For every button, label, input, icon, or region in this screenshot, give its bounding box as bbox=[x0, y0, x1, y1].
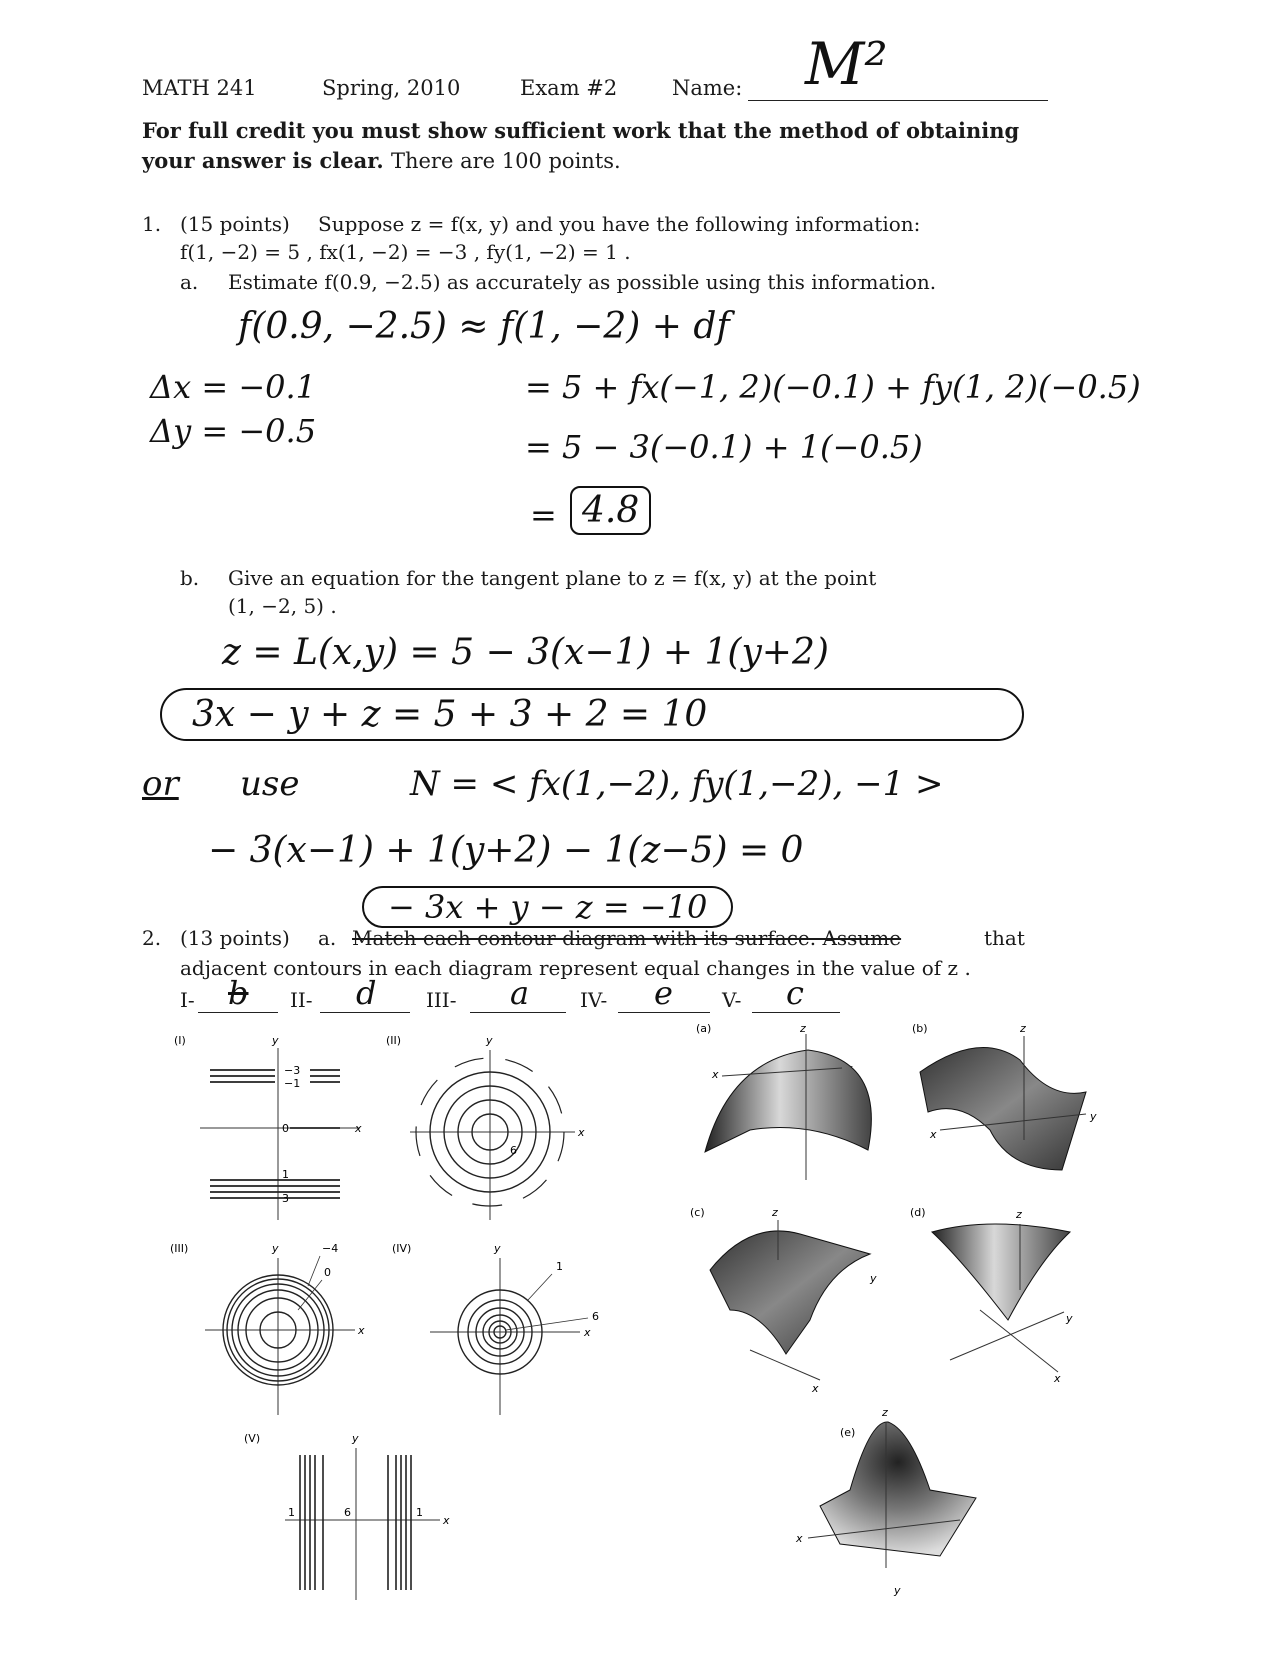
q1a-answer-box: 4.8 bbox=[570, 486, 651, 535]
instructions-bold: For full credit you must show sufficient work that the method of obtaining your answer is clear. There are 100 points. bbox=[142, 118, 1020, 173]
contour-I-value: 0 bbox=[282, 1122, 289, 1135]
surface-d-axis-z: z bbox=[1016, 1208, 1022, 1221]
surface-c bbox=[690, 1206, 877, 1395]
answer-V-value: c bbox=[786, 974, 804, 1012]
surface-d-axis-y: y bbox=[1066, 1312, 1073, 1325]
contour-label-V: (V) bbox=[244, 1432, 261, 1445]
contour-I-axis-x: x bbox=[355, 1122, 362, 1135]
contour-label-I: (I) bbox=[174, 1034, 186, 1047]
surface-e bbox=[795, 1406, 976, 1597]
exam-number: Exam #2 bbox=[520, 76, 618, 100]
contour-diagram-II bbox=[386, 1034, 585, 1220]
surface-label-a: (a) bbox=[696, 1022, 712, 1035]
contour-I-value: 1 bbox=[282, 1168, 289, 1181]
surface-a bbox=[696, 1022, 871, 1180]
contour-IV-axis-y: y bbox=[494, 1242, 501, 1255]
name-handwritten: M² bbox=[805, 30, 888, 98]
q2-text1-end: that bbox=[984, 926, 1025, 950]
contour-label-II: (II) bbox=[386, 1034, 402, 1047]
surface-d-axis-x: x bbox=[1054, 1372, 1061, 1385]
q2-text2: adjacent contours in each diagram represent equal changes in the value of z . bbox=[180, 956, 971, 980]
q1b-label: b. bbox=[180, 566, 200, 590]
contour-V-value: 1 bbox=[416, 1506, 423, 1519]
surface-e-axis-x: x bbox=[796, 1532, 803, 1545]
surface-a-axis-x: x bbox=[712, 1068, 719, 1081]
contour-I-value: 3 bbox=[282, 1192, 289, 1205]
name-underline bbox=[748, 100, 1048, 101]
course-title: MATH 241 bbox=[142, 76, 257, 100]
answer-IV-underline bbox=[618, 1012, 710, 1013]
term: Spring, 2010 bbox=[322, 76, 461, 100]
contour-I-value: −3 bbox=[284, 1064, 301, 1077]
contour-I-value: −1 bbox=[284, 1077, 301, 1090]
q1-number: 1. bbox=[142, 212, 162, 236]
q1b-work-normal: N = < fx(1,−2), fy(1,−2), −1 > bbox=[410, 764, 944, 804]
name-label: Name: bbox=[672, 76, 743, 100]
contour-diagram-IV bbox=[392, 1242, 599, 1415]
surface-label-e: (e) bbox=[840, 1426, 856, 1439]
answer-I-value: b bbox=[228, 974, 249, 1012]
answer-IV-label: IV- bbox=[580, 988, 608, 1012]
q1b-text2: (1, −2, 5) . bbox=[228, 594, 337, 618]
q1b-work-or: or bbox=[142, 764, 179, 804]
instructions-plain: There are 100 points. bbox=[390, 149, 621, 173]
contour-diagram-III bbox=[170, 1242, 365, 1415]
surface-a-axis-z: z bbox=[800, 1022, 806, 1035]
q2-text1-struck: Match each contour diagram with its surface. Assume bbox=[352, 926, 902, 950]
surface-label-c: (c) bbox=[690, 1206, 705, 1219]
surface-b-axis-x: x bbox=[930, 1128, 937, 1141]
q1a-work-eq: = bbox=[530, 496, 557, 534]
answer-III-value: a bbox=[510, 974, 530, 1012]
q2-number: 2. bbox=[142, 926, 162, 950]
contour-III-value: 0 bbox=[324, 1266, 331, 1279]
contour-IV-value: 6 bbox=[592, 1310, 599, 1323]
q2-points: (13 points) bbox=[180, 926, 290, 950]
contour-IV-axis-x: x bbox=[584, 1326, 591, 1339]
answer-III-underline bbox=[470, 1012, 566, 1013]
contour-I-axis-y: y bbox=[272, 1034, 279, 1047]
answer-III-label: III- bbox=[426, 988, 457, 1012]
q1b-work-line4: − 3x + y − z = −10 bbox=[362, 886, 733, 928]
answer-V-label: V- bbox=[722, 988, 742, 1012]
answer-V-underline bbox=[752, 1012, 840, 1013]
q1b-work-line2: 3x − y + z = 5 + 3 + 2 = 10 bbox=[160, 688, 1024, 741]
surface-diagrams bbox=[690, 1020, 1110, 1600]
surface-c-axis-y: y bbox=[870, 1272, 877, 1285]
contour-IV-value: 1 bbox=[556, 1260, 563, 1273]
surface-e-axis-y: y bbox=[894, 1584, 901, 1597]
contour-III-axis-x: x bbox=[358, 1324, 365, 1337]
contour-II-value: 6 bbox=[510, 1144, 517, 1157]
contour-II-axis-x: x bbox=[578, 1126, 585, 1139]
q1a-text: Estimate f(0.9, −2.5) as accurately as possible using this information. bbox=[228, 270, 937, 294]
contour-II-axis-y: y bbox=[486, 1034, 493, 1047]
q1b-work-line1: z = L(x,y) = 5 − 3(x−1) + 1(y+2) bbox=[222, 632, 829, 673]
q1a-work-line1: f(0.9, −2.5) ≈ f(1, −2) + df bbox=[238, 306, 730, 347]
surface-d bbox=[910, 1206, 1073, 1385]
q1b-work-use: use bbox=[240, 764, 300, 804]
contour-diagrams bbox=[160, 1030, 720, 1610]
q1-text1: Suppose z = f(x, y) and you have the following information: bbox=[318, 212, 921, 236]
surface-c-axis-x: x bbox=[812, 1382, 819, 1395]
q1b-text1: Give an equation for the tangent plane to z = f(x, y) at the point bbox=[228, 566, 877, 590]
q1-given-values: f(1, −2) = 5 , fx(1, −2) = −3 , fy(1, −2) = 1 . bbox=[180, 240, 631, 264]
q1a-work-line3: = 5 − 3(−0.1) + 1(−0.5) bbox=[525, 428, 923, 466]
q1a-work-line2: = 5 + fx(−1, 2)(−0.1) + fy(1, 2)(−0.5) bbox=[525, 368, 1141, 406]
surface-b bbox=[912, 1022, 1097, 1170]
contour-V-axis-y: y bbox=[352, 1432, 359, 1445]
surface-b-axis-z: z bbox=[1020, 1022, 1026, 1035]
surface-e-axis-z: z bbox=[882, 1406, 888, 1419]
answer-I-label: I- bbox=[180, 988, 195, 1012]
contour-V-value: 6 bbox=[344, 1506, 351, 1519]
q1a-label: a. bbox=[180, 270, 199, 294]
surface-b-axis-y: y bbox=[1090, 1110, 1097, 1123]
surface-c-axis-z: z bbox=[772, 1206, 778, 1219]
answer-II-label: II- bbox=[290, 988, 313, 1012]
surface-label-d: (d) bbox=[910, 1206, 926, 1219]
contour-V-axis-x: x bbox=[443, 1514, 450, 1527]
surface-label-b: (b) bbox=[912, 1022, 928, 1035]
answer-II-underline bbox=[320, 1012, 410, 1013]
answer-II-value: d bbox=[356, 974, 377, 1012]
q1-points: (15 points) bbox=[180, 212, 290, 236]
contour-diagram-I bbox=[174, 1034, 362, 1220]
answer-I-underline bbox=[198, 1012, 278, 1013]
contour-label-IV: (IV) bbox=[392, 1242, 412, 1255]
contour-diagram-V bbox=[244, 1432, 450, 1600]
contour-V-value: 1 bbox=[288, 1506, 295, 1519]
q1a-work-dx: Δx = −0.1 bbox=[150, 368, 317, 406]
q2a-label: a. bbox=[318, 926, 337, 950]
q1a-work-dy: Δy = −0.5 bbox=[150, 412, 317, 450]
contour-III-axis-y: y bbox=[272, 1242, 279, 1255]
contour-III-value: −4 bbox=[322, 1242, 339, 1255]
q1b-work-line3: − 3(x−1) + 1(y+2) − 1(z−5) = 0 bbox=[208, 830, 804, 871]
contour-label-III: (III) bbox=[170, 1242, 189, 1255]
answer-IV-value: e bbox=[654, 974, 673, 1012]
